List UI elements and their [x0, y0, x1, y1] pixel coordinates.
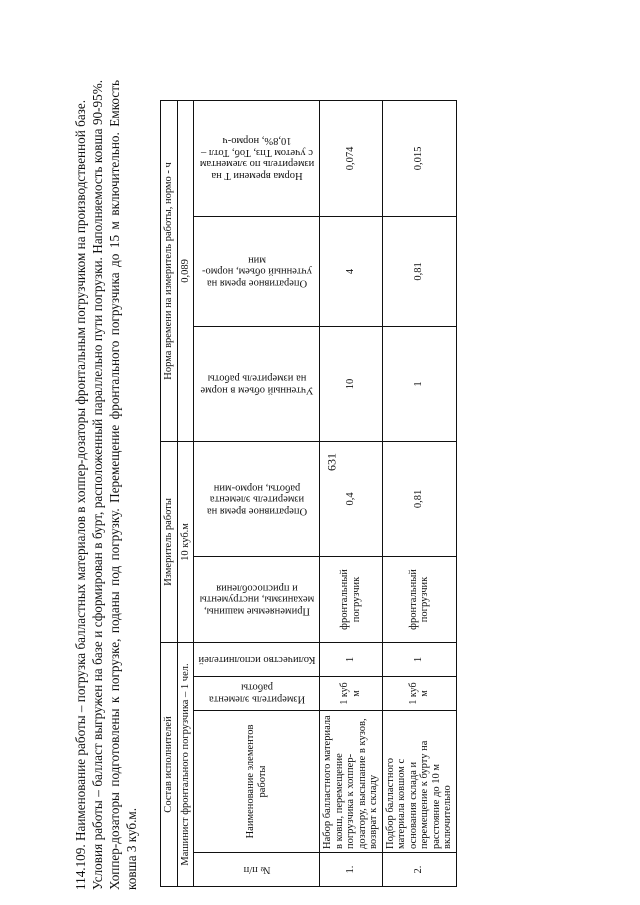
row-counted: 1: [382, 326, 456, 441]
col-name-header: Наименование элементов работы: [194, 711, 320, 853]
col-norm-t-header: Норма времени Т на измеритель по элементам с учетом Тпз, Тоб, Тотл – 10,8%, нормо-ч: [194, 100, 320, 216]
col-counted-header: Учтенный объем в норме на измеритель работы: [194, 326, 320, 441]
norm-header: Норма времени на измеритель работы, нормо - ч: [161, 100, 178, 441]
header-row-2: [177, 100, 194, 886]
table-row: [382, 100, 456, 886]
row-unit: 1 куб м: [320, 677, 383, 711]
row-machine: фронтальный погрузчик: [320, 556, 383, 642]
meter-value: 10 куб.м: [177, 441, 194, 642]
crew-header: Состав исполнителей: [161, 642, 178, 886]
col-qty-header: Количество исполнителей: [194, 642, 320, 676]
norm-value: 0,089: [177, 100, 194, 441]
row-op-counted: 4: [320, 216, 383, 326]
column-header-row: [194, 100, 320, 886]
work-heading: 114.109. Наименование работы – погрузка балластных материалов в хоппер-дозаторы фронтальным погрузчиком на производственной базе.: [73, 99, 88, 890]
page-number: 631: [324, 453, 339, 471]
col-machines-header: Применяемые машины, механизмы, инструменты и приспособления: [194, 556, 320, 642]
crew-value: Машинист фронтального погрузчика – 1 чел.: [177, 642, 194, 886]
row-name: Набор балластного материала в ковш, перемещение погрузчика к хоппер-дозатору, высыпание в кузов, возврат к складу: [320, 711, 383, 853]
row-machine: фронтальный погрузчик: [382, 556, 456, 642]
row-op-counted: 0,81: [382, 216, 456, 326]
row-norm-t: 0,074: [320, 100, 383, 216]
header-row-1: [161, 100, 178, 886]
col-op-time-header: Оперативное время на измеритель элемента работы, нормо-мин: [194, 441, 320, 556]
col-unit-header: Измеритель элемента работы: [194, 677, 320, 711]
work-conditions: Условия работы – балласт выгружен на базе и сформирован в бурт, расположенный параллельно пути погрузки. Наполняемость ковша 90-95%. Хоппер-дозаторы подготовлены к погрузке, поданы под погрузку. Перемещение фронтального погрузчика до 15 м включительно. Емкость ковша 3 куб.м.: [90, 80, 139, 890]
col-op-counted-header: Оперативное время на учтенный объем, нормо-мин: [194, 216, 320, 326]
row-qty: 1: [382, 642, 456, 676]
row-op-time: 0,81: [382, 441, 456, 556]
intro-text: [72, 80, 140, 890]
row-op-time: 0,4: [320, 441, 383, 556]
row-unit: 1 куб м: [382, 677, 456, 711]
row-qty: 1: [320, 642, 383, 676]
row-name: Подбор балластного материала ковшом с основания склада и перемещение к бурту на расстояние до 10 м включительно: [382, 711, 456, 853]
row-num: 1.: [320, 853, 383, 887]
col-num-header: № п/п: [194, 853, 320, 887]
row-counted: 10: [320, 326, 383, 441]
row-num: 2.: [382, 853, 456, 887]
table-row: [320, 100, 383, 886]
meter-header: Измеритель работы: [161, 441, 178, 642]
row-norm-t: 0,015: [382, 100, 456, 216]
norm-table: [160, 100, 457, 887]
